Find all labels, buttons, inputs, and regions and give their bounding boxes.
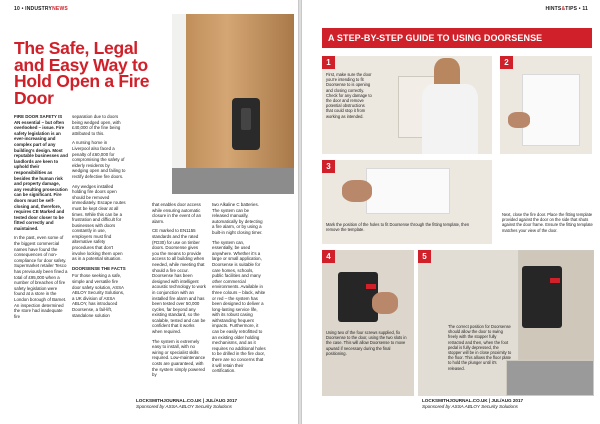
subheading: DOORSENSE THE FACTS [72, 265, 126, 271]
step-number: 5 [418, 250, 431, 263]
article-paragraph: For those seeking a safe, simple and versatile fire door safety solution, ASSA ABLOY Security Solutions, a UK division of ASSA ABLOY, has introduced Doorsense, a fail-lift, standalone solution [72, 273, 125, 318]
section-label: INDUSTRY [25, 6, 53, 12]
guide-banner: A STEP-BY-STEP GUIDE TO USING DOORSENSE [322, 28, 592, 48]
article-paragraph: The system is extremely easy to install, with no wiring or specialist skills required. Low-maintenance costs are guaranteed, with the system simply powered by [152, 338, 206, 378]
section-label: TIPS [565, 6, 578, 12]
step-5 [418, 250, 594, 396]
step-4 [322, 250, 414, 396]
right-page [302, 0, 600, 424]
article-paragraph: In the past, even some of the biggest commercial names have found the consequences of non-compliance for door safety. Supermarket retailer Tesco has previously been fined a total of £95,000 when a number of breaches of fire safety legislation were found at a store in the London borough of Barnet. An inspection determined the store had inadequate fire [14, 235, 68, 319]
article-column-4 [212, 202, 266, 378]
footer-sponsor: Sponsored by ASSA ABLOY Security Solutions [136, 404, 232, 409]
article-lead: FIRE DOOR SAFETY IS AN essential – but often overlooked – issue. Fire safety legislation is an ever-increasing and complex part of any building's design. Most reputable businesses and landlords are keen to uphold their responsibilities as besides the human risk and property damage, any resulting prosecution can be significant. Fire doors must be self-closing and, therefore, requires CE Marked and tested door closer to be fitted correctly and maintained. [14, 114, 68, 231]
left-page [0, 0, 298, 424]
page-number: 10 [14, 6, 20, 12]
article-column-1 [14, 114, 68, 323]
article-column-3 [152, 202, 206, 382]
article-title: The Safe, Legal and Easy Way to Hold Open a Fire Door [14, 38, 150, 108]
footer-sponsor: Sponsored by ASSA ABLOY Security Solutions [422, 404, 518, 409]
article-paragraph: The system can, essentially, be used anywhere. Whether it's a large or small application, Doorsense is suitable for care homes, schools, public facilities and many other commercial environments. Available in three colours – black, white or red – the system has been designed to deliver a long-lasting service life, with its robust casing withstanding frequent impacts. Furthermore, it can be easily retrofitted to an existing older holding mechanisms, and as it requires no additional holes to be drilled in the fire door, there are no concerns that it will retain their certification. [212, 239, 266, 374]
step-1 [322, 56, 492, 154]
step-2-photo [500, 56, 592, 154]
step-number: 2 [500, 56, 513, 69]
doorsense-device [232, 98, 260, 150]
step-caption: The correct position for Doorsense should allow the door to swing freely with the stopper fully retracted and then, when the foot pedal is fully depressed, the stopper will be in close proximity to the floor. This allows the floor plate to hold the plunger until it's released. [448, 324, 512, 371]
step-number: 1 [322, 56, 335, 69]
step-number: 3 [322, 160, 335, 173]
step-2 [500, 56, 592, 154]
right-footer [422, 398, 523, 410]
footer-site: LOCKSMITHJOURNAL.CO.UK | JUL/AUG 2017 [422, 398, 524, 403]
step-4-photo [322, 250, 414, 396]
door-closer-photo [172, 14, 294, 194]
step-caption: First, make sure the door you're intending to fit Doorsense to is opening and closing correctly. Check for any damage to the door and remove potential obstructions that could stop it from working as intended. [326, 72, 372, 119]
article-paragraph: separation due to doors being wedged open, with £40,000 of the fine being attributed to this. [72, 114, 121, 136]
article-paragraph: CE marked to EN1155 standards and the rated (FD30) for use on timber doors. Doorsense gives you the means to provide access to all building when needed, while meeting that should a fire occur. Doorsense has been designed with intelligent acoustic technology to work in conjunction with an installed fire alarm and has been tested over 50,000 cycles, far beyond any existing standard, so the scalable, tested and can be confident that it works when required. [152, 228, 206, 335]
left-footer [136, 398, 237, 410]
article-paragraph: two Alkaline C batteries. The system can be released manually, automatically by detecting a fire alarm, or by using a built-in night closing timer. [212, 202, 263, 235]
article-column-2 [72, 114, 126, 322]
section-label-accent: NEWS [52, 6, 68, 12]
footer-site: LOCKSMITHJOURNAL.CO.UK | JUL/AUG 2017 [136, 398, 238, 403]
step-3 [322, 160, 492, 244]
step-2-caption: Next, close the fire door. Place the fitting template provided against the door on the side that shuts against the door frame. Ensure the fitting template matches your view of the door. [502, 212, 593, 233]
left-page-header: 10 • INDUSTRYNEWS [14, 6, 68, 12]
section-label-accent: & [561, 6, 566, 12]
article-paragraph: that enables door access while ensuring automatic closure in the event of an alarm. [152, 202, 202, 224]
step-number: 4 [322, 250, 335, 263]
step-5-photo [418, 250, 594, 396]
right-page-header: HINTS&TIPS • 11 [545, 6, 588, 12]
step-caption: Mark the position of the holes to fit Doorsense through the fitting template, then remove the template. [326, 222, 470, 233]
article-paragraph: Any wedges installed holding fire doors open should be removed immediately. Escape routes must be kept clear at all times. While this can be a frustration and difficult for businesses with doors constantly in use, employers must find alternative safety procedures that don't involve locking them open as in a potential situation. [72, 183, 126, 262]
page-number: 11 [582, 6, 588, 12]
step-caption: Using two of the four screws supplied, fix Doorsense to the door, using the two slots in the case. This will allow Doorsense to move upward if necessary during the final positioning. [326, 330, 407, 356]
article-paragraph: A nursing home in Liverpool also faced a penalty of £60,000 for compromising the safety of elderly residents by wedging open and failing to rectify defective fire doors. [72, 140, 126, 179]
section-label: HINTS [545, 6, 562, 12]
